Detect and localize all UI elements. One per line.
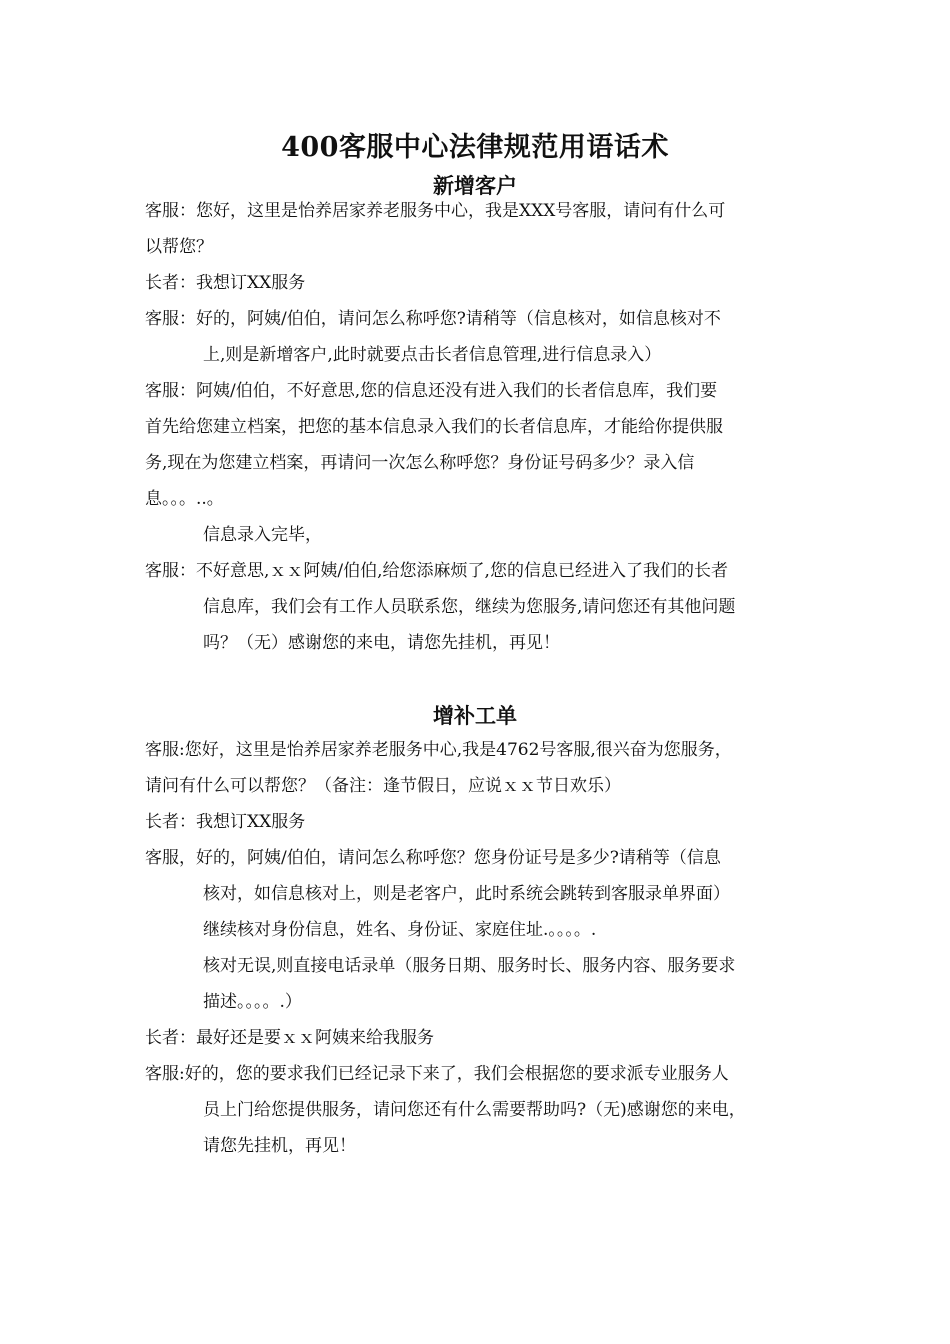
text-line: 客服：阿姨/伯伯，不好意思,您的信息还没有进入我们的长者信息库，我们要 bbox=[145, 381, 718, 401]
text-line: 首先给您建立档案，把您的基本信息录入我们的长者信息库，才能给你提供服 bbox=[145, 417, 723, 437]
text-line: 长者：我想订XX服务 bbox=[145, 273, 306, 293]
text-line: 上,则是新增客户,此时就要点击长者信息管理,进行信息录入） bbox=[203, 345, 662, 365]
text-line: 以帮您？ bbox=[145, 237, 213, 257]
text-line: 息。。。..。 bbox=[145, 489, 224, 509]
text-line: 核对无误,则直接电话录单（服务日期、服务时长、服务内容、服务要求 bbox=[203, 956, 736, 976]
text-line: 客服：不好意思,ｘｘ阿姨/伯伯,给您添麻烦了,您的信息已经进入了我们的长者 bbox=[145, 561, 728, 581]
document-title: 400客服中心法律规范用语话术 bbox=[281, 132, 669, 163]
text-line: 请您先挂机，再见！ bbox=[203, 1136, 356, 1156]
text-line: 吗？（无）感谢您的来电，请您先挂机，再见！ bbox=[203, 633, 560, 653]
text-line: 信息库，我们会有工作人员联系您，继续为您服务,请问您还有其他问题 bbox=[203, 597, 736, 617]
text-line: 继续核对身份信息，姓名、身份证、家庭住址.。。。。. bbox=[203, 920, 597, 940]
text-line: 长者：我想订XX服务 bbox=[145, 812, 306, 832]
section-body-supplement-order bbox=[145, 732, 815, 1164]
text-line: 客服，好的，阿姨/伯伯，请问怎么称呼您？您身份证号是多少?请稍等（信息 bbox=[145, 848, 721, 868]
text-line: 长者：最好还是要ｘｘ阿姨来给我服务 bbox=[145, 1028, 434, 1048]
text-line: 信息录入完毕， bbox=[203, 525, 322, 545]
text-line: 核对，如信息核对上，则是老客户，此时系统会跳转到客服录单界面） bbox=[203, 884, 730, 904]
section-heading-new-customer: 新增客户 bbox=[433, 173, 517, 198]
section-heading-supplement-order: 增补工单 bbox=[433, 703, 517, 728]
text-line: 客服:好的，您的要求我们已经记录下来了，我们会根据您的要求派专业服务人 bbox=[145, 1064, 729, 1084]
text-line: 客服：您好，这里是怡养居家养老服务中心，我是XXX号客服，请问有什么可 bbox=[145, 201, 726, 221]
text-line: 描述。。。。.） bbox=[203, 992, 302, 1012]
text-line: 务,现在为您建立档案，再请问一次怎么称呼您？身份证号码多少？录入信 bbox=[145, 453, 695, 473]
text-line: 客服:您好，这里是怡养居家养老服务中心,我是4762号客服,很兴奋为您服务， bbox=[145, 740, 732, 760]
text-line: 请问有什么可以帮您？（备注：逢节假日，应说ｘｘ节日欢乐） bbox=[145, 776, 621, 796]
text-line: 员上门给您提供服务，请问您还有什么需要帮助吗?（无)感谢您的来电， bbox=[203, 1100, 746, 1120]
section-body-new-customer bbox=[145, 193, 815, 661]
text-line: 客服：好的，阿姨/伯伯，请问怎么称呼您?请稍等（信息核对，如信息核对不 bbox=[145, 309, 721, 329]
